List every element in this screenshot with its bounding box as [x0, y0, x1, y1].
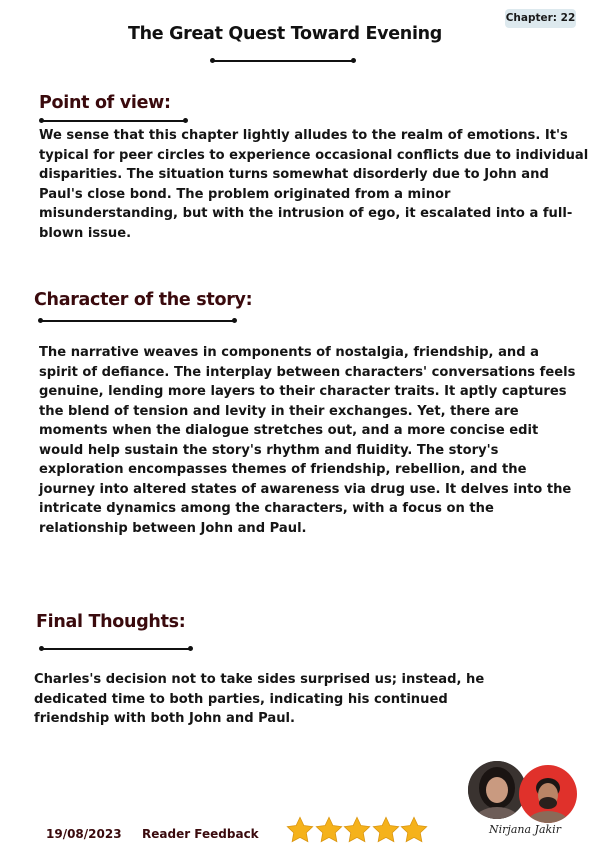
- star-icon: [399, 815, 429, 845]
- section-heading-character: Character of the story:: [34, 290, 253, 310]
- section-body-final-thoughts: Charles's decision not to take sides surprised us; instead, he dedicated time to both parties, indicating his continued friendship with both John and Paul.: [34, 672, 485, 726]
- star-icon: [314, 815, 344, 845]
- footer-label: Reader Feedback: [142, 827, 259, 841]
- reviewer-signature: Nirjana Jakir: [489, 823, 561, 836]
- section-body-point-of-view: We sense that this chapter lightly alludes to the realm of emotions. It's typical for peer circles to experience occasional conflicts due to individual disparities. The situation turns somewhat disorderly due to John and Paul's close bond. The problem originated from a minor misunderstanding, but with the intrusion of ego, it escalated into a full-blown issue.: [39, 128, 589, 241]
- page-title: The Great Quest Toward Evening: [127, 24, 443, 44]
- section-heading-point-of-view: Point of view:: [39, 93, 171, 113]
- chapter-badge: Chapter: 22: [505, 9, 576, 28]
- section-heading-final-thoughts: Final Thoughts:: [36, 612, 186, 632]
- star-icon: [371, 815, 401, 845]
- section-divider: [41, 648, 191, 650]
- title-divider: [212, 60, 354, 62]
- reviewer-avatar-right: [519, 765, 577, 823]
- section-divider: [40, 320, 235, 322]
- footer-date: 19/08/2023: [46, 827, 122, 841]
- avatar-person-icon: [519, 765, 577, 823]
- star-icon: [342, 815, 372, 845]
- reviewer-avatar-left: [468, 761, 526, 819]
- section-divider: [41, 120, 186, 122]
- section-body-character: The narrative weaves in components of nostalgia, friendship, and a spirit of defiance. The interplay between characters' conversations feels genuine, lending more layers to their character traits. It aptly captures the blend of tension and levity in their exchanges. Yet, there are moments when the dialogue stretches out, and a more concise edit would help sustain the story's rhythm and fluidity. The story's exploration encompasses themes of friendship, rebellion, and the journey into altered states of awareness via drug use. It delves into the intricate dynamics among the characters, with a focus on the relationship between John and Paul.: [39, 345, 576, 536]
- star-icon: [285, 815, 315, 845]
- avatar-person-icon: [468, 761, 526, 819]
